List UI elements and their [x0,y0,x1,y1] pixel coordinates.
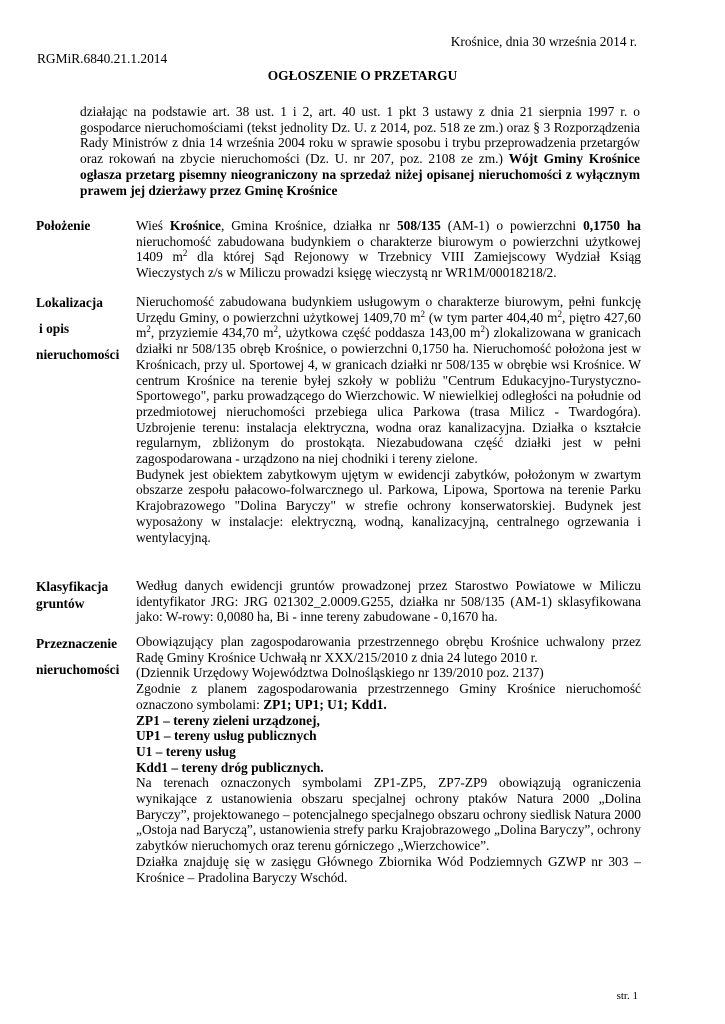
text-run-bold: UP1 [136,728,161,744]
text-run: , piętro 427,60 m [136,309,641,341]
section-text [136,294,641,545]
symbol-kdd1 [136,760,641,776]
section-lokalizacja [36,294,641,574]
lokalizacja-paragraph-2: Budynek jest obiektem zabytkowym ujętym w ewidencji zabytków, położonym w zwartym obszarze zespołu pałacowo-folwarcznego ul. Parkowa, Lipowa, Sportowa na terenie Parku Krajobrazowego "Dolina Baryczy" w strefie ochrony konserwatorskiej. Budynek jest wyposażony w instalacje: elektryczną, wodną, kanalizacyjną, centralnego ogrzewania i wentylacyjną. [136,466,641,545]
text-run: Nieruchomość zabudowana budynkiem usługowym o charakterze biurowym, pełni funkcję Urzędu Gminy, o powierzchni użytkowej 1409,70 m [136,294,641,325]
section-przeznaczenie [36,634,641,934]
section-label [36,218,134,234]
reference-number: RGMiR.6840.21.1.2014 [37,51,168,66]
text-run-bold: 508/135 [396,218,441,233]
section-text [136,218,641,281]
label-polozenie: Położenie [36,218,91,233]
text-run: ) zlokalizowana w granicach działki nr 508/135 obręb Krośnice, o powierzchni 0,1750 ha. Nieruchomość położona jest w Krośnicach, przy ul. Sportowej 4, w granicach działki nr 508/135 w obrębie wsi Krośnice. W centrum Krośnice na terenie byłej szkoły w pobliżu "Centrum Edukacyjno-Turystyczno-Sportowego", parku prowadzącego do Wierzchowic. W niewielkiej odległości na południe od przedmiotowej nieruchomości przebiega ulica Parkowa (trasa Milicz - Twardogóra). Uzbrojenie terenu: instalacja elektryczna, wodna oraz kanalizacyjna. Działka o kształcie regularnym, zbliżonym do prostokąta. Niezabudowana część działki jest w pełni zagospodarowana - urządzono na niej chodniki i tereny zielone. [136,325,641,467]
label-nieruchomosci: nieruchomości [36,347,120,362]
label-lokalizacja: Lokalizacja [36,295,103,310]
superscript: 2 [273,324,279,335]
lokalizacja-paragraph-1 [136,294,641,467]
journal-reference: (Dziennik Urzędowy Województwa Dolnośląskiego nr 139/2010 poz. 2137) [136,665,544,681]
superscript: 2 [557,308,562,319]
restrictions-paragraph: Na terenach oznaczonych symbolami ZP1-ZP5, ZP7-ZP9 obowiązują ograniczenia wynikające z ustanowienia obszaru specjalnej ochrony ptaków Natura 2000 „Dolina Baryczy”, projektowanego – potencjalnego specjalnego obszaru ochrony siedlisk Natura 2000 „Ostoja nad Baryczą”, ustanowienia strefy parku Krajobrazowego „Dolina Baryczy”, ochrony zabytków nieruchomych oraz terenu górniczego „Wierzchowice”. [136,775,641,854]
text-run-bold: ZP1 – tereny zieleni urządzonej, [136,712,320,728]
text-run: dla której Sąd Rejonowy w Trzebnicy VIII Zamiejscowy Wydział Ksiąg Wieczystych z/s w Miliczu prowadzi księgę wieczystą nr WR1M/00018218/2. [136,249,642,281]
text-run: (AM-1) o powierzchni [440,218,584,233]
superscript: 2 [480,324,485,335]
section-label [36,578,134,612]
symbol-up1 [136,728,641,744]
text-run: (w tym parter 404,40 m [425,309,558,325]
text-run: , przyziemie 434,70 m [150,325,274,341]
label-gruntow: gruntów [36,596,85,611]
text-run-bold: Kdd1 – tereny dróg publicznych. [136,759,324,775]
klasyfikacja-paragraph: Według danych ewidencji gruntów prowadzonej przez Starostwo Powiatowe w Miliczu identyfikator JRG: JRG 021302_2.0009.G255, działka nr 508/135 (AM-1) sklasyfikowana jako: W-rowy: 0,0080 ha, Bi - inne tereny zabudowane - 0,1670 ha. [136,578,641,625]
section-polozenie [36,218,641,288]
text-run-bold: 0,1750 ha [583,218,641,233]
text-run: , użytkowa część poddasza 143,00 m [278,325,481,341]
groundwater-paragraph: Działka znajduję się w zasięgu Głównego Zbiornika Wód Podziemnych GZWP nr 303 – Krośnice – Pradolina Baryczy Wschód. [136,853,641,885]
place-and-date: Krośnice, dnia 30 września 2014 r. [450,34,637,49]
page-number: str. 1 [616,990,638,1002]
superscript: 2 [182,248,188,259]
text-run-bold: Krośnice [169,218,221,233]
section-text [136,634,641,885]
section-klasyfikacja [36,578,641,628]
symbol-u1 [136,744,641,760]
section-label [36,290,134,368]
symbol-zp1 [136,713,641,729]
label-przeznaczenie: Przeznaczenie [36,636,118,651]
text-run: Zgodnie z planem zagospodarowania przestrzennego Gminy Krośnice nieruchomość oznaczono symbolami: [136,681,641,712]
page-title: OGŁOSZENIE O PRZETARGU [267,68,458,83]
superscript: 2 [146,324,151,335]
text-run: Wieś [136,218,170,233]
text-run-bold: ZP1; UP1; U1; Kdd1. [263,696,387,712]
section-text [136,578,641,625]
section-label [36,631,134,683]
intro-announcement: Wójt Gminy Krośnice ogłasza przetarg pisemny nieograniczony na sprzedaż niżej opisanej nieruchomości z wyłącznym prawem jej dzierżawy przez Gminę Krośnice [80,151,640,198]
label-opis: i opis [39,321,70,336]
plan-paragraph: Obowiązujący plan zagospodarowania przestrzennego obrębu Krośnice uchwalony przez Radę Gminy Krośnice Uchwałą nr XXX/215/2010 z dnia 24 lutego 2010 r. [136,634,641,665]
text-run: , Gmina Krośnice, działka nr [220,218,397,233]
symbols-paragraph [136,681,641,712]
intro-legal-basis: działając na podstawie art. 38 ust. 1 i 2, art. 40 ust. 1 pkt 3 ustawy z dnia 21 sierpnia 1997 r. o gospodarce nieruchomościami (tekst jednolity Dz. U. z 2014, poz. 518 ze zm.) oraz § 3 Rozporządzenia Rady Ministrów z dnia 14 września 2004 roku w sprawie sposobu i trybu przeprowadzenia przetargów oraz rokowań na zbycie nieruchomości (Dz. U. nr 207, poz. 2108 ze zm.) [80,104,640,167]
intro-paragraph [80,104,640,198]
superscript: 2 [420,308,426,319]
label-klasyfikacja: Klasyfikacja [36,579,109,594]
text-run-bold: – tereny usług publicznych [160,728,317,744]
text-run-bold: U1 – tereny usług [136,743,236,759]
text-run: nieruchomość zabudowana budynkiem o charakterze biurowym o powierzchni użytkowej 1409 m [136,233,641,265]
label-nieruchomosci: nieruchomości [36,662,120,677]
